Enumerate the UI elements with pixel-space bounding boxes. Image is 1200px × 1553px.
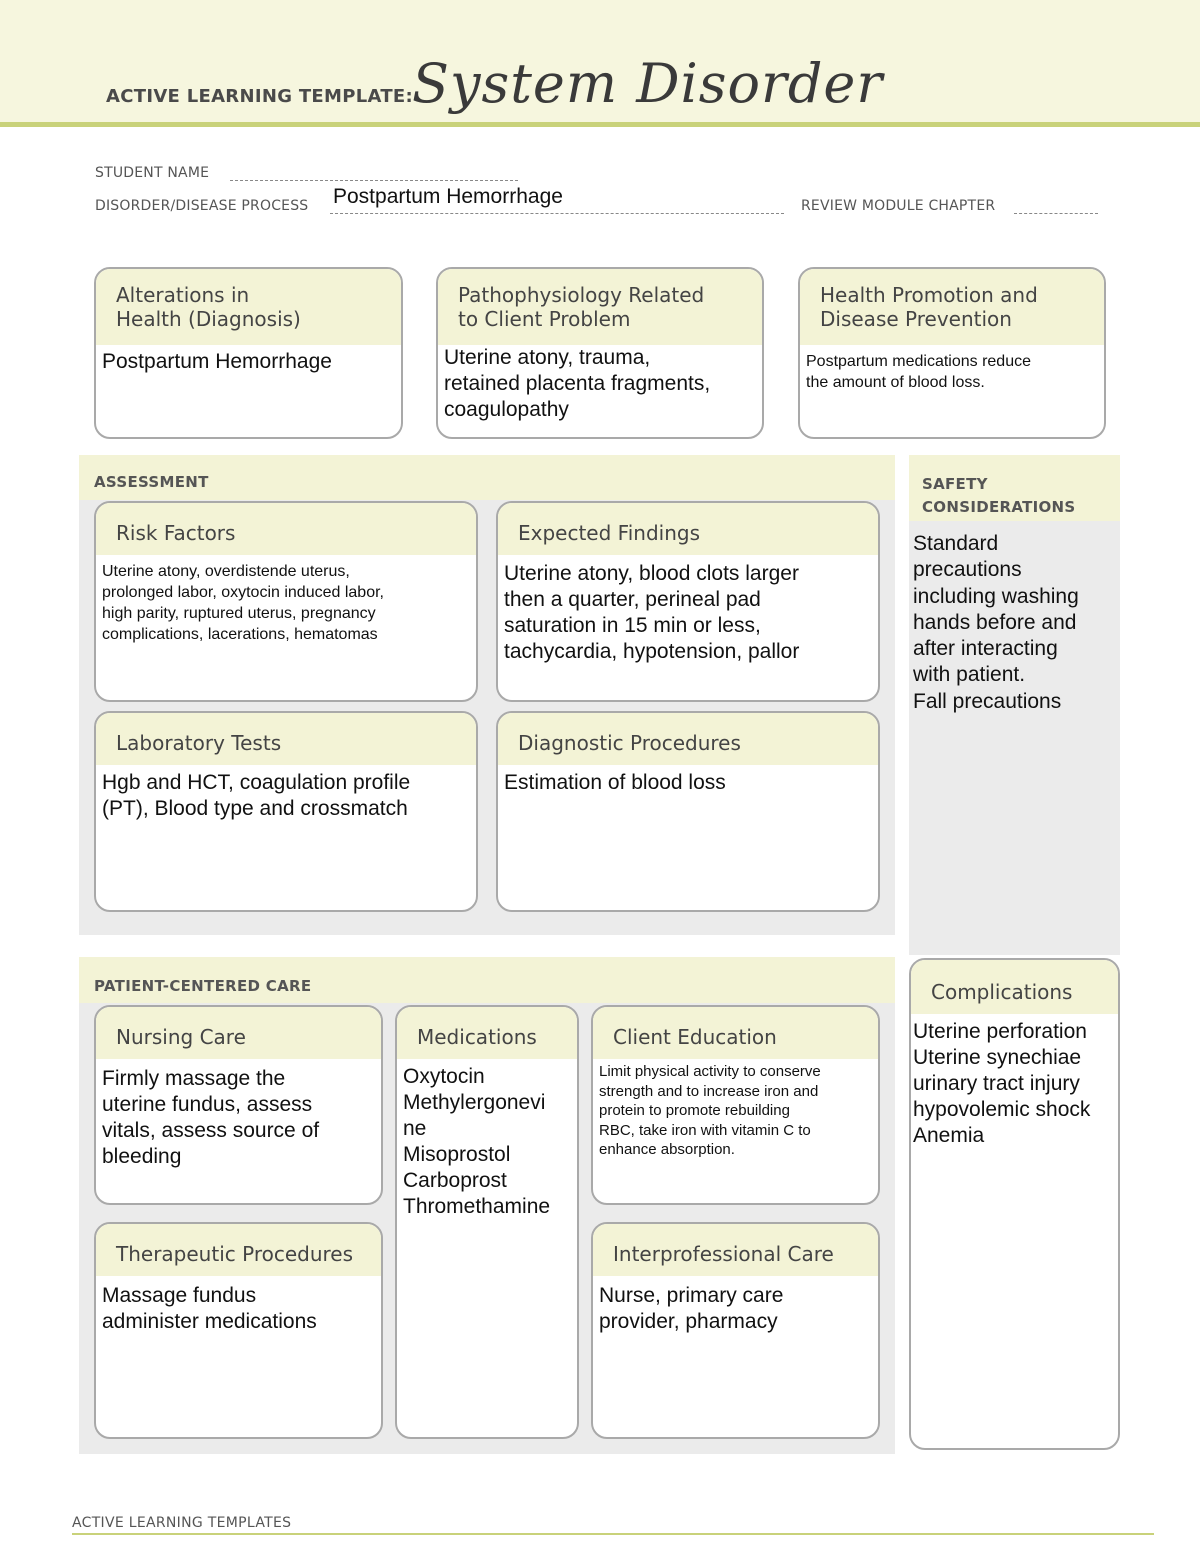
pathophysiology-line: retained placenta fragments, — [444, 372, 711, 395]
complications-line: hypovolemic shock — [913, 1098, 1091, 1121]
client-education-line: protein to promote rebuilding — [599, 1102, 790, 1119]
diagnostic-procedures-body[interactable] — [498, 765, 878, 796]
medications-line: Carboprost — [403, 1169, 507, 1192]
safety-line: hands before and — [913, 610, 1077, 634]
laboratory-tests-line: Hgb and HCT, coagulation profile — [102, 771, 411, 794]
assessment-title: ASSESSMENT — [94, 473, 209, 491]
review-module-field[interactable] — [1014, 213, 1098, 214]
therapeutic-procedures-line: administer medications — [102, 1310, 317, 1333]
expected-findings-body[interactable] — [498, 555, 878, 665]
safety-body[interactable] — [913, 531, 1079, 715]
diagnostic-procedures-line: Estimation of blood loss — [504, 771, 726, 794]
safety-title — [922, 473, 1076, 519]
client-education-line: Limit physical activity to conserve — [599, 1063, 821, 1080]
interprofessional-care-title: Interprofessional Care — [593, 1224, 878, 1276]
template-title: System Disorder — [412, 52, 884, 115]
pathophysiology-card-body[interactable] — [438, 345, 762, 423]
safety-line: Fall precautions — [913, 689, 1062, 713]
complications-line: Uterine perforation — [913, 1020, 1087, 1043]
nursing-care-line: Firmly massage the — [102, 1067, 286, 1090]
diagnostic-procedures-card — [496, 711, 880, 912]
client-education-line: strength and to increase iron and — [599, 1082, 819, 1100]
alterations-title-line-1: Alterations in — [116, 283, 250, 307]
therapeutic-procedures-body[interactable] — [96, 1276, 381, 1335]
client-education-line: RBC, take iron with vitamin C to — [599, 1121, 811, 1139]
risk-factors-line: high parity, ruptured uterus, pregnancy — [102, 605, 376, 622]
pathophysiology-card — [436, 267, 764, 439]
medications-title: Medications — [397, 1007, 577, 1059]
safety-line: Standard — [913, 532, 999, 555]
safety-line: with patient. — [913, 663, 1026, 687]
risk-factors-line: complications, lacerations, hematomas — [102, 626, 378, 643]
safety-line: precautions — [913, 558, 1022, 582]
nursing-care-line: bleeding — [102, 1145, 182, 1168]
nursing-care-line: vitals, assess source of — [102, 1119, 320, 1142]
health-promotion-title-line-2: Disease Prevention — [820, 307, 1012, 331]
complications-line: Anemia — [913, 1124, 985, 1147]
expected-findings-line: saturation in 15 min or less, — [504, 614, 761, 637]
expected-findings-line: tachycardia, hypotension, pallor — [504, 640, 800, 663]
health-promotion-card-title — [800, 269, 1104, 345]
risk-factors-body[interactable] — [96, 555, 476, 645]
laboratory-tests-card — [94, 711, 478, 912]
alterations-card — [94, 267, 403, 439]
safety-line: after interacting — [913, 637, 1058, 661]
alterations-title-line-2: Health (Diagnosis) — [116, 307, 301, 331]
disorder-value: Postpartum Hemorrhage — [333, 185, 563, 208]
expected-findings-title: Expected Findings — [498, 503, 878, 555]
client-education-card — [591, 1005, 880, 1205]
alterations-card-title — [96, 269, 401, 345]
complications-line: Uterine synechiae — [913, 1046, 1082, 1069]
medications-line: Methylergonevi — [403, 1091, 546, 1114]
complications-body[interactable] — [911, 1014, 1118, 1149]
risk-factors-line: Uterine atony, overdistende uterus, — [102, 563, 350, 580]
footer-rule — [72, 1533, 1154, 1535]
safety-title-line-2: CONSIDERATIONS — [922, 498, 1076, 516]
health-promotion-card-body[interactable] — [800, 345, 1104, 393]
safety-title-line-1: SAFETY — [922, 475, 988, 493]
complications-line: urinary tract injury — [913, 1072, 1080, 1095]
health-promotion-title-line-1: Health Promotion and — [820, 283, 1038, 307]
disorder-field[interactable] — [330, 185, 784, 214]
interprofessional-care-line: Nurse, primary care — [599, 1284, 784, 1307]
diagnostic-procedures-title: Diagnostic Procedures — [498, 713, 878, 765]
medications-line: ne — [403, 1117, 427, 1140]
student-name-label: STUDENT NAME — [95, 165, 210, 181]
pathophysiology-title-line-1: Pathophysiology Related — [458, 283, 705, 307]
template-label: ACTIVE LEARNING TEMPLATE: — [106, 86, 413, 107]
header-rule — [0, 122, 1200, 127]
pathophysiology-line: coagulopathy — [444, 398, 569, 421]
risk-factors-line: prolonged labor, oxytocin induced labor, — [102, 584, 384, 601]
health-promotion-line: the amount of blood loss. — [806, 374, 985, 391]
disorder-label: DISORDER/DISEASE PROCESS — [95, 198, 309, 214]
footer-text: ACTIVE LEARNING TEMPLATES — [72, 1515, 292, 1531]
laboratory-tests-body[interactable] — [96, 765, 476, 822]
therapeutic-procedures-line: Massage fundus — [102, 1284, 257, 1307]
client-education-body[interactable] — [593, 1059, 878, 1160]
nursing-care-body[interactable] — [96, 1059, 381, 1170]
medications-line: Thromethamine — [403, 1195, 551, 1218]
expected-findings-card — [496, 501, 880, 702]
student-name-field[interactable] — [230, 180, 518, 181]
medications-line: Oxytocin — [403, 1065, 485, 1088]
health-promotion-line: Postpartum medications reduce — [806, 353, 1031, 370]
nursing-care-title: Nursing Care — [96, 1007, 381, 1059]
medications-body[interactable] — [397, 1059, 577, 1220]
patient-centered-care-title: PATIENT-CENTERED CARE — [94, 977, 312, 995]
complications-title: Complications — [911, 960, 1118, 1014]
therapeutic-procedures-title: Therapeutic Procedures — [96, 1224, 381, 1276]
pathophysiology-title-line-2: to Client Problem — [458, 307, 631, 331]
risk-factors-card — [94, 501, 478, 702]
expected-findings-line: Uterine atony, blood clots larger — [504, 562, 799, 585]
interprofessional-care-line: provider, pharmacy — [599, 1310, 778, 1333]
risk-factors-title: Risk Factors — [96, 503, 476, 555]
expected-findings-line: then a quarter, perineal pad — [504, 588, 761, 611]
alterations-card-body[interactable] — [96, 345, 401, 375]
client-education-title: Client Education — [593, 1007, 878, 1059]
medications-line: Misoprostol — [403, 1143, 511, 1166]
nursing-care-card — [94, 1005, 383, 1205]
medications-card — [395, 1005, 579, 1439]
therapeutic-procedures-card — [94, 1222, 383, 1439]
pathophysiology-card-title — [438, 269, 762, 345]
review-module-label: REVIEW MODULE CHAPTER — [801, 198, 996, 214]
pathophysiology-line: Uterine atony, trauma, — [444, 346, 651, 369]
complications-card — [909, 958, 1120, 1450]
laboratory-tests-title: Laboratory Tests — [96, 713, 476, 765]
health-promotion-card — [798, 267, 1106, 439]
alterations-line: Postpartum Hemorrhage — [102, 350, 332, 373]
safety-line: including washing — [913, 584, 1079, 608]
interprofessional-care-card — [591, 1222, 880, 1439]
client-education-line: enhance absorption. — [599, 1141, 735, 1158]
laboratory-tests-line: (PT), Blood type and crossmatch — [102, 797, 408, 820]
nursing-care-line: uterine fundus, assess — [102, 1093, 313, 1116]
interprofessional-care-body[interactable] — [593, 1276, 878, 1335]
